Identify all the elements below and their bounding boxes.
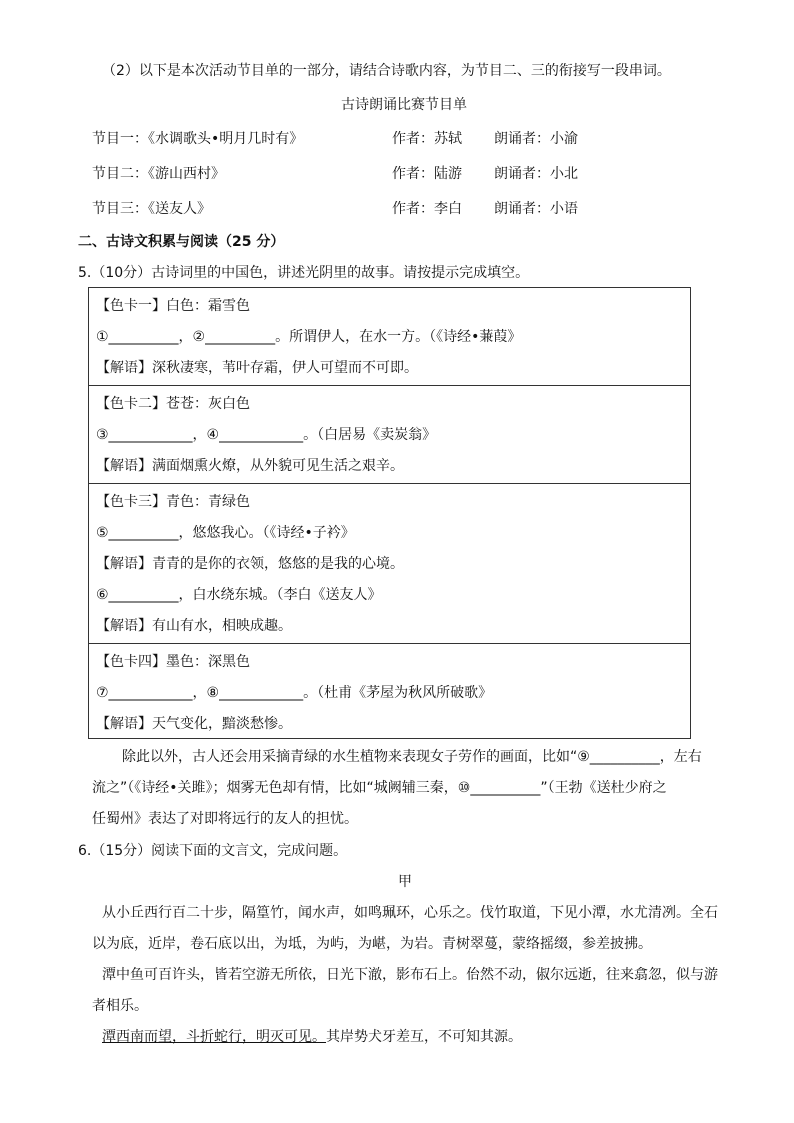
card-2-title: 【色卡二】苍苍：灰白色 (96, 396, 250, 412)
color-cards-table (88, 287, 691, 739)
passage-line-3: 潭中鱼可百许头，皆若空游无所依，日光下澈，影布石上。佁然不动，俶尔远逝，往来翕忽，似与游 (102, 967, 718, 983)
passage-line-5 (102, 1028, 522, 1046)
card-3-note-1: 【解语】青青的是你的衣领，悠悠的是我的心境。 (96, 556, 404, 572)
card-4-title: 【色卡四】墨色：深黑色 (96, 654, 250, 670)
passage-line-5-rest: 其岸势犬牙差互，不可知其源。 (326, 1029, 522, 1045)
card-3-blank-line-1: ⑤__________，悠悠我心。（《诗经•子衿》 (96, 525, 355, 541)
program-author-2: 作者：陆游 (392, 166, 462, 182)
passage-line-1: 从小丘西行百二十步，隔篁竹，闻水声，如鸣珮环，心乐之。伐竹取道，下见小潭，水尤清冽。全石 (102, 905, 718, 921)
card-3-blank-line-2: ⑥__________，白水绕东城。（李白《送友人》 (96, 587, 382, 603)
color-card-3 (89, 483, 690, 643)
program-item-1: 节目一：《水调歌头•明月几时有》 (92, 131, 304, 147)
q6-intro: 6.（15分）阅读下面的文言文，完成问题。 (78, 843, 348, 859)
passage-line-4: 者相乐。 (92, 998, 148, 1014)
color-card-2 (89, 385, 690, 483)
program-author-3: 作者：李白 (392, 201, 462, 217)
underlined-sentence: 潭西南而望，斗折蛇行，明灭可见。 (102, 1029, 326, 1045)
card-1-blank-line: ①__________，②__________。所谓伊人，在水一方。（《诗经•蒹葭》 (96, 329, 522, 345)
card-1-note: 【解语】深秋凄寒，苇叶存霜，伊人可望而不可即。 (96, 360, 418, 376)
card-4-note: 【解语】天气变化，黯淡愁惨。 (96, 716, 292, 732)
color-card-1 (89, 288, 690, 385)
program-reader-1: 朗诵者：小渝 (494, 131, 578, 147)
program-item-2: 节目二：《游山西村》 (92, 166, 225, 182)
program-author-1: 作者：苏轼 (392, 131, 462, 147)
passage-label: 甲 (398, 874, 412, 890)
program-reader-3: 朗诵者：小语 (494, 201, 578, 217)
program-reader-2: 朗诵者：小北 (494, 166, 578, 182)
q5-after-line-2: 流之”（《诗经•关雎》；烟雾无色却有情，比如“城阙辅三秦，⑩__________”（王勃《送杜少府之 (92, 780, 667, 796)
card-1-title: 【色卡一】白色：霜雪色 (96, 298, 250, 314)
card-2-blank-line: ③____________，④____________。（白居易《卖炭翁》 (96, 427, 437, 443)
color-card-4 (89, 643, 690, 738)
card-2-note: 【解语】满面烟熏火燎，从外貌可见生活之艰辛。 (96, 458, 404, 474)
section-heading: 二、古诗文积累与阅读（25 分） (78, 234, 285, 250)
card-4-blank-line: ⑦____________，⑧____________。（杜甫《茅屋为秋风所破歌》 (96, 685, 493, 701)
q5-after-line-3: 任蜀州》表达了对即将远行的友人的担忧。 (92, 811, 358, 827)
q2-prompt: （2）以下是本次活动节目单的一部分，请结合诗歌内容，为节目二、三的衔接写一段串词。 (102, 63, 671, 79)
q5-intro: 5.（10分）古诗词里的中国色，讲述光阴里的故事。请按提示完成填空。 (78, 265, 530, 281)
q5-after-line-1: 除此以外，古人还会用采摘青绿的水生植物来表现女子劳作的画面，比如“⑨__________，左右 (122, 749, 702, 765)
passage-line-2: 以为底，近岸，卷石底以出，为坻，为屿，为嵁，为岩。青树翠蔓，蒙络摇缀，参差披拂。 (92, 936, 652, 952)
card-3-title: 【色卡三】青色：青绿色 (96, 494, 250, 510)
program-title: 古诗朗诵比赛节目单 (341, 97, 467, 113)
card-3-note-2: 【解语】有山有水，相映成趣。 (96, 618, 292, 634)
program-item-3: 节目三：《送友人》 (92, 201, 211, 217)
